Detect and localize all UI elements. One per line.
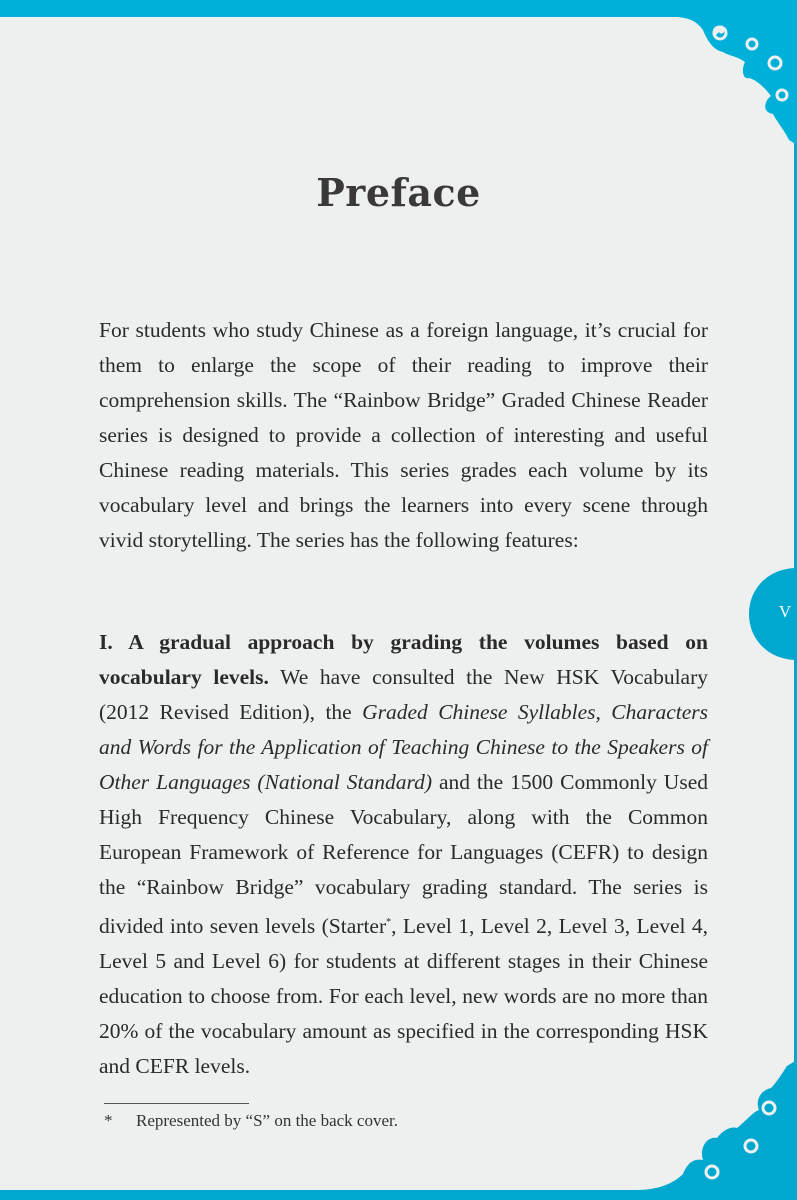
feature-text-b: and the 1500 Commonly Used High Frequency Chinese Vocabulary, along with the Common European Framework of Reference for Languages (CEFR) to design the “Rainbow Bridge” vocabulary grading standard. The series is divided into seven levels (Starter [99, 770, 708, 939]
cloud-ornament-top-right-icon [657, 0, 797, 145]
footnote-mark: * [104, 1111, 113, 1130]
footnote-text: Represented by “S” on the back cover. [136, 1111, 398, 1130]
feature-text-c: , Level 1, Level 2, Level 3, Level 4, Level 5 and Level 6) for students at different stages in their Chinese education to choose from. For each level, new words are no more than 20% of the vocabulary amount as specified in the corresponding HSK and CEFR levels. [99, 914, 708, 1079]
feature-paragraph-1 [99, 625, 708, 1084]
footnote-ref: * [386, 917, 392, 928]
feature-heading: I. A gradual approach by grading the volumes based on vocabulary levels. [99, 630, 708, 689]
page-title: Preface [316, 170, 481, 215]
page-number-tab [749, 568, 797, 660]
standard-title: Graded Chinese Syllables, Characters and Words for the Application of Teaching Chinese to the Speakers of Other Languages (National Standard) [99, 700, 709, 794]
footnote-divider [104, 1103, 249, 1104]
footnote [104, 1111, 398, 1131]
page-number: V [778, 602, 792, 621]
intro-paragraph: For students who study Chinese as a foreign language, it’s crucial for them to enlarge the scope of their reading to improve their comprehension skills. The “Rainbow Bridge” Graded Chinese Reader series is designed to provide a collection of interesting and useful Chinese reading materials. This series grades each volume by its vocabulary level and brings the learners into every scene through vivid storytelling. The series has the following features: [99, 318, 708, 552]
feature-text-a: We have consulted the New HSK Vocabulary (2012 Revised Edition), the [99, 665, 709, 724]
